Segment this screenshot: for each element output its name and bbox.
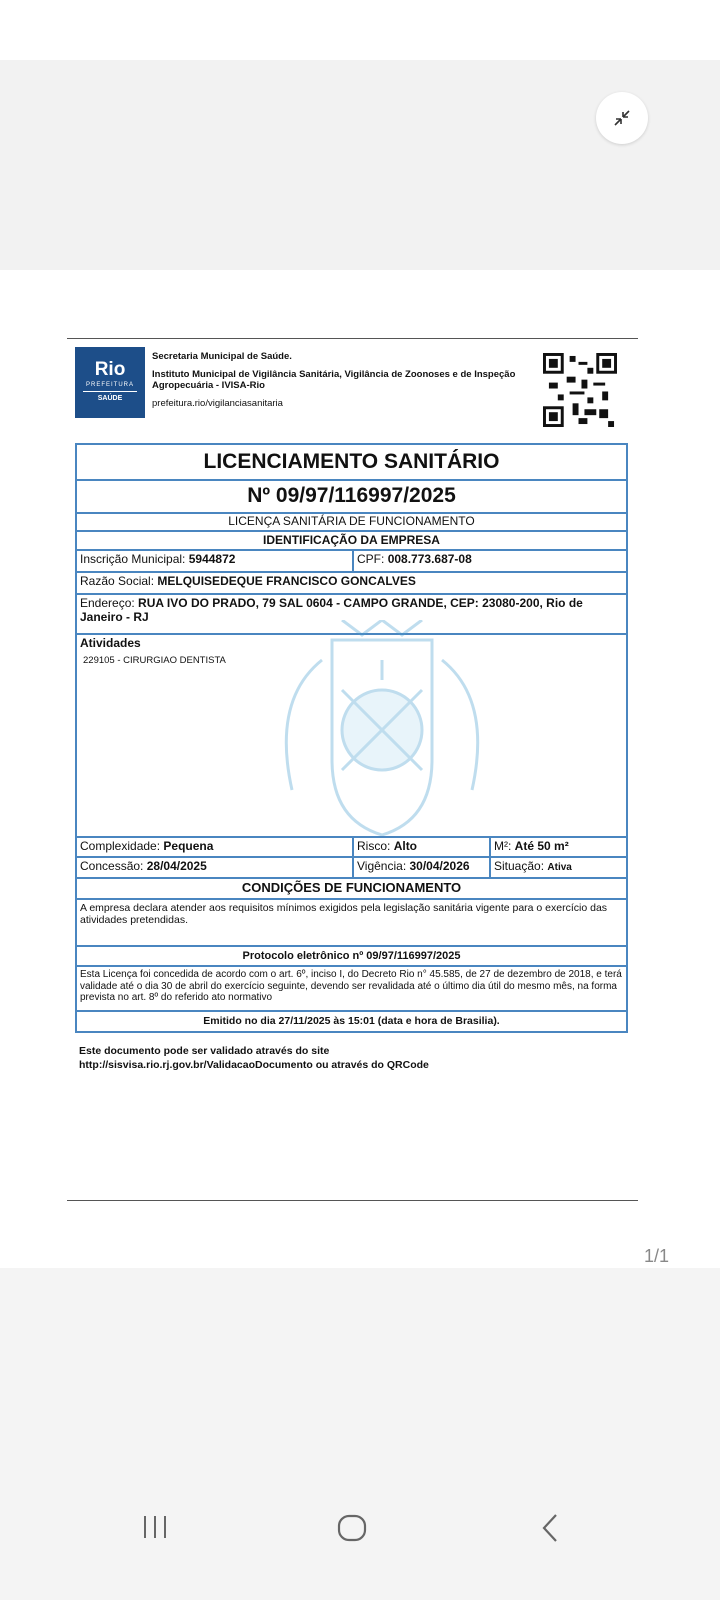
system-nav-bar <box>0 1500 720 1560</box>
license-table <box>75 443 628 1033</box>
m2-value: Até 50 m² <box>514 839 569 853</box>
cpf-label: CPF: <box>357 552 385 566</box>
logo-saude: SAÚDE <box>83 391 137 402</box>
razao-label: Razão Social: <box>80 574 155 588</box>
situacao-value: Ativa <box>547 862 572 873</box>
license-type: LICENÇA SANITÁRIA DE FUNCIONAMENTO <box>228 514 475 529</box>
recent-apps-button[interactable] <box>140 1512 170 1542</box>
viewer-top-bar <box>0 60 720 270</box>
collapse-icon <box>611 107 633 129</box>
inscricao-label: Inscrição Municipal: <box>80 552 186 566</box>
instituto: Instituto Municipal de Vigilância Sanitária, Vigilância de Zoonoses e de Inspeção Agropecuária - IVISA-Rio <box>152 369 516 391</box>
atividades-cell <box>77 635 229 836</box>
situacao-cell <box>491 858 626 877</box>
condicoes-text: A empresa declara atender aos requisitos mínimos exigidos pela legislação sanitária vigente para o exercício das atividades pretendidas. <box>80 902 608 927</box>
document-header <box>152 351 532 409</box>
complexidade-value: Pequena <box>163 839 214 853</box>
logo-rio: Rio <box>94 359 126 380</box>
page-bottom-rule <box>67 1200 638 1201</box>
condicoes-heading: CONDIÇÕES DE FUNCIONAMENTO <box>241 880 462 896</box>
razao-value: MELQUISEDEQUE FRANCISCO GONCALVES <box>157 574 416 588</box>
m2-label: M²: <box>494 839 512 853</box>
vigencia-label: Vigência: <box>357 859 407 873</box>
page-top-rule <box>67 338 638 339</box>
endereco-label: Endereço: <box>80 596 135 610</box>
licenca-text: Esta Licença foi concedida de acordo com o art. 6º, inciso I, do Decreto Rio n° 45.585, de 27 de dezembro de 2018, e terá validade até o dia 30 de abril do exercício seguinte, devendo ser revalidada até o último dia útil do mesmo mês, na forma prevista no art. 8º do referido ato normativo <box>80 969 622 1003</box>
concessao-value: 28/04/2025 <box>146 859 207 873</box>
site-link: prefeitura.rio/vigilanciasanitaria <box>152 398 283 409</box>
emitido: Emitido no dia 27/11/2025 às 15:01 (data e hora de Brasilia). <box>203 1015 500 1028</box>
validation-link: http://sisvisa.rio.rj.gov.br/ValidacaoDocumento ou através do QRCode <box>79 1058 429 1071</box>
inscricao-value: 5944872 <box>188 552 236 566</box>
secretaria: Secretaria Municipal de Saúde. <box>152 351 292 362</box>
situacao-label: Situação: <box>494 859 545 873</box>
endereco-value: RUA IVO DO PRADO, 79 SAL 0604 - CAMPO GRANDE, CEP: 23080-200, Rio de Janeiro - RJ <box>80 596 583 624</box>
inscricao-cell <box>77 551 354 571</box>
exit-fullscreen-button[interactable] <box>596 92 648 144</box>
concessao-label: Concessão: <box>80 859 144 873</box>
razao-cell <box>77 573 419 593</box>
concessao-cell <box>77 858 354 877</box>
risco-label: Risco: <box>357 839 391 853</box>
home-button[interactable] <box>336 1512 368 1544</box>
validation-line1: Este documento pode ser validado através do site <box>79 1045 330 1057</box>
identification-heading: IDENTIFICAÇÃO DA EMPRESA <box>263 532 440 547</box>
risco-value: Alto <box>393 839 418 853</box>
protocolo: Protocolo eletrônico nº 09/97/116997/2025 <box>242 949 461 962</box>
prefeitura-rio-logo <box>75 347 145 418</box>
atividade-item: 229105 - CIRURGIAO DENTISTA <box>83 654 226 666</box>
cpf-cell <box>354 551 626 571</box>
validation-note <box>79 1045 429 1072</box>
page-indicator: 1/1 <box>644 1246 670 1266</box>
logo-prefeitura: PREFEITURA <box>85 382 134 388</box>
vigencia-value: 30/04/2026 <box>409 859 470 873</box>
qr-code <box>543 353 617 427</box>
complexidade-label: Complexidade: <box>80 839 161 853</box>
back-button[interactable] <box>538 1512 562 1544</box>
atividades-label: Atividades <box>80 636 141 650</box>
document-title: LICENCIAMENTO SANITÁRIO <box>203 449 500 473</box>
cpf-value: 008.773.687-08 <box>387 552 472 566</box>
license-number: Nº 09/97/116997/2025 <box>247 484 456 508</box>
vigencia-cell <box>354 858 491 877</box>
